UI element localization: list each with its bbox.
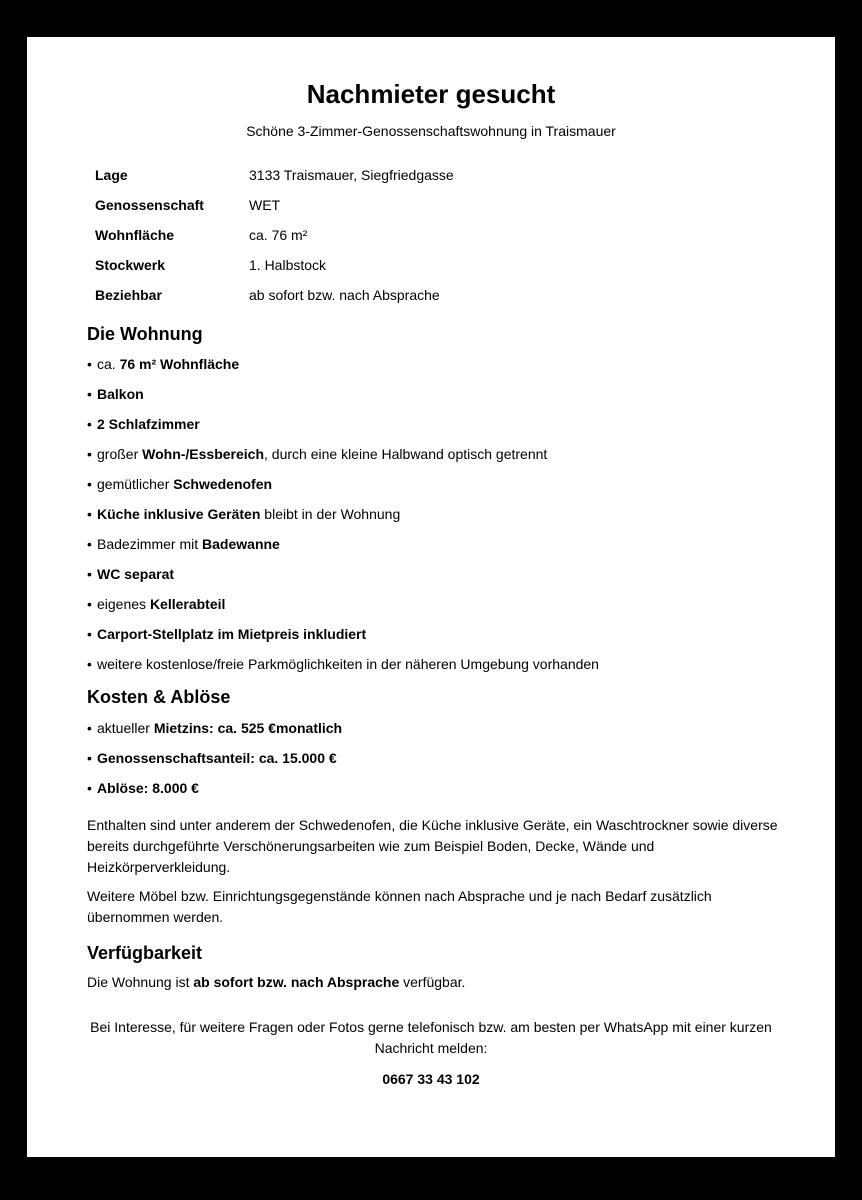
info-value: ca. 76 m² [249,227,308,243]
info-value: 1. Halbstock [249,257,327,273]
section-heading-kosten: Kosten & Ablöse [87,687,231,707]
list-item: • eigenes Kellerabteil [87,596,226,612]
info-key: Lage [95,167,128,183]
paragraph-enthalten: Enthalten sind unter anderem der Schwedenofen, die Küche inklusive Geräte, ein Waschtrockner sowie diverse bereits durchgeführte Verschönerungsarbeiten wie zum Beispiel Boden, Decke, Wände und Heizkörperverkleidung. [87,817,778,875]
bullet: • [87,750,92,766]
info-value: ab sofort bzw. nach Absprache [249,287,440,303]
list-item: • gemütlicher Schwedenofen [87,476,273,492]
info-row-wohnflaeche [95,227,307,243]
section-heading-verfuegbarkeit: Verfügbarkeit [87,943,203,963]
list-item: • Carport-Stellplatz im Mietpreis inkludiert [87,626,367,642]
info-row-genossenschaft [95,197,280,213]
bullet: • [87,356,92,372]
bullet: • [87,476,92,492]
bullet: • [87,386,92,402]
page-title: Nachmieter gesucht [306,79,556,109]
bullet: • [87,656,92,672]
bullet: • [87,626,92,642]
bullet: • [87,416,92,432]
section-heading-wohnung: Die Wohnung [87,324,203,344]
document-page [27,37,835,1157]
info-row-beziehbar [95,287,440,303]
paragraph-moebel: Weitere Möbel bzw. Einrichtungsgegenstände können nach Absprache und je nach Bedarf zusätzlich übernommen werden. [87,888,712,925]
info-key: Wohnfläche [95,227,175,243]
info-key: Genossenschaft [95,197,204,213]
info-value: WET [249,197,281,213]
bullet: • [87,596,92,612]
phone-number: 0667 33 43 102 [382,1071,480,1087]
info-value: 3133 Traismauer, Siegfriedgasse [249,167,454,183]
info-key: Beziehbar [95,287,162,303]
list-item: • WC separat [87,566,175,582]
list-item: • aktueller Mietzins: ca. 525 €monatlich [87,720,343,736]
bullet: • [87,536,92,552]
list-item: • großer Wohn-/Essbereich, durch eine kleine Halbwand optisch getrennt [87,446,548,462]
list-item: • Balkon [87,386,144,402]
bullet: • [87,720,92,736]
page-subtitle: Schöne 3-Zimmer-Genossenschaftswohnung in Traismauer [246,123,616,139]
list-item: • Ablöse: 8.000 € [87,780,199,796]
info-row-lage [95,167,454,183]
list-item: • Genossenschaftsanteil: ca. 15.000 € [87,750,337,766]
bullet: • [87,506,92,522]
bullet: • [87,780,92,796]
list-item: • Küche inklusive Geräten bleibt in der Wohnung [87,506,401,522]
bullet: • [87,566,92,582]
contact-text: Bei Interesse, für weitere Fragen oder Fotos gerne telefonisch bzw. am besten per WhatsApp mit einer kurzen Nachricht melden: [90,1019,772,1056]
info-row-stockwerk [95,257,326,273]
info-key: Stockwerk [95,257,166,273]
list-item: • weitere kostenlose/freie Parkmöglichkeiten in der näheren Umgebung vorhanden [87,656,599,672]
bullet: • [87,446,92,462]
availability-text: Die Wohnung ist ab sofort bzw. nach Absprache verfügbar. [87,974,466,990]
list-item: • Badezimmer mit Badewanne [87,536,280,552]
list-item: • 2 Schlafzimmer [87,416,200,432]
list-item: • ca. 76 m² Wohnfläche [87,356,240,372]
